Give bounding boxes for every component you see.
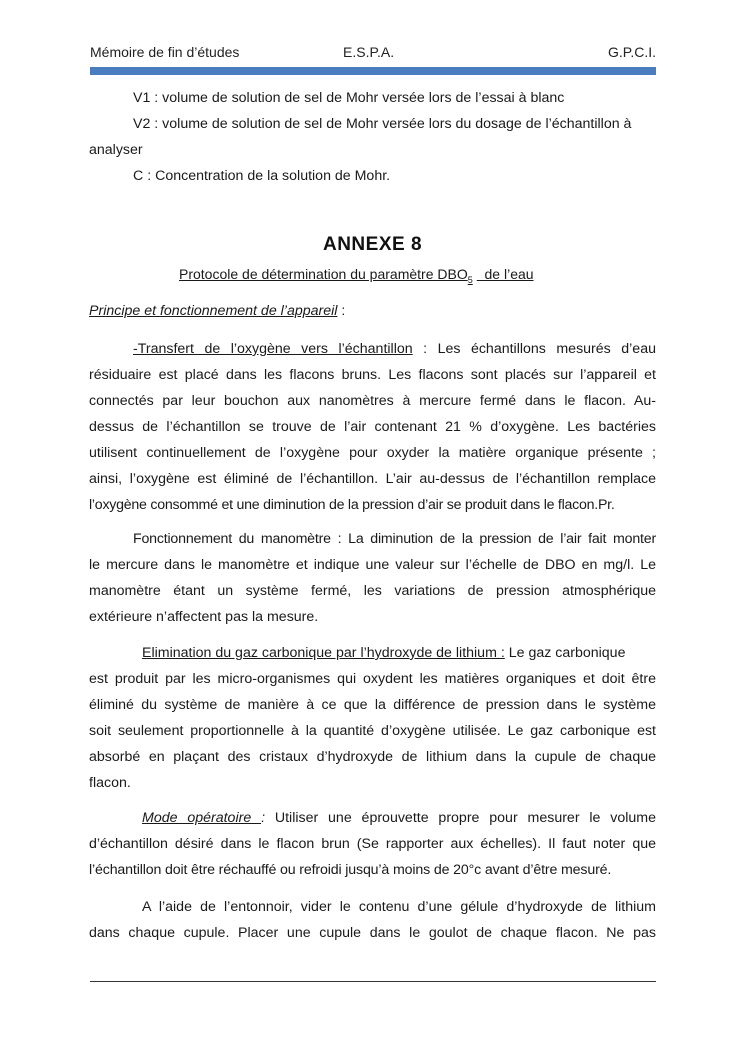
definition-v1: V1 : volume de solution de sel de Mohr versée lors de l’essai à blanc: [133, 90, 565, 106]
annex-title: ANNEXE 8: [322, 234, 423, 255]
elimination-line-1: [142, 640, 656, 666]
mode-colon: :: [261, 810, 266, 826]
elimination-line-4: soit seulement proportionnelle à la quantité d’oxygène utilisée. Le gaz carbonique est: [89, 723, 656, 739]
header-right: G.P.C.I.: [608, 44, 656, 60]
transfert-line-1: [133, 336, 656, 362]
header-bar: [90, 67, 656, 75]
entonnoir-line-2: dans chaque cupule. Placer une cupule dans le goulot de chaque flacon. Ne pas: [89, 925, 656, 941]
mode-label: Mode opératoire: [142, 810, 262, 826]
definition-v2-cont: analyser: [89, 142, 143, 158]
definition-c: C : Concentration de la solution de Mohr.: [133, 168, 391, 184]
elimination-line-5: absorbé en plaçant des cristaux d’hydroxyde de lithium dans la cupule de chaque: [89, 749, 656, 765]
manometre-line-1: Fonctionnement du manomètre : La diminution de la pression de l’air fait monter: [133, 531, 656, 547]
transfert-line-5: utilisent continuellement de l’oxygène pour oxyder la matière organique présente ;: [89, 445, 656, 461]
transfert-line-3: connectés par leur bouchon aux nanomètres à mercure fermé dans le flacon. Au-: [89, 393, 656, 409]
subtitle-end: de l’eau: [484, 266, 534, 282]
annex-subtitle: [179, 266, 534, 285]
header-center: E.S.P.A.: [343, 44, 395, 60]
transfert-label: -Transfert de l’oxygène vers l’échantillon: [133, 341, 413, 357]
footer-rule: [90, 981, 656, 982]
mode-line-3: l’échantillon doit être réchauffé ou refroidi jusqu’à moins de 20°c avant d’être mesuré.: [89, 862, 612, 878]
principle-heading-text: Principe et fonctionnement de l’appareil: [89, 303, 338, 319]
entonnoir-line-1: A l’aide de l’entonnoir, vider le contenu d’une gélule d’hydroxyde de lithium: [142, 899, 656, 915]
transfert-line-7: l’oxygène consommé et une diminution de la pression d’air se produit dans le flacon.Pr.: [89, 497, 615, 513]
subtitle-subscript: 5: [467, 274, 473, 285]
transfert-line-4: dessus de l’échantillon se trouve de l’air contenant 21 % d’oxygène. Les bactéries: [89, 419, 656, 435]
mode-text-1: Utiliser une éprouvette propre pour mesurer le volume: [265, 810, 656, 826]
elimination-line-6: flacon.: [89, 775, 131, 791]
elimination-text-1: Le gaz carbonique: [504, 645, 626, 661]
manometre-line-2: le mercure dans le manomètre et indique une valeur sur l’échelle de DBO en mg/l. Le: [89, 557, 656, 573]
principle-heading: [89, 298, 656, 324]
transfert-text-1: : Les échantillons mesurés d’eau: [412, 341, 656, 357]
subtitle-main: Protocole de détermination du paramètre DBO: [179, 266, 468, 282]
mode-line-2: d’échantillon désiré dans le flacon brun (Se rapporter aux échelles). Il faut noter que: [89, 836, 656, 852]
elimination-label: Elimination du gaz carbonique par l’hydroxyde de lithium :: [142, 645, 505, 661]
principle-colon: :: [337, 303, 346, 319]
definition-v2: V2 : volume de solution de sel de Mohr versée lors du dosage de l’échantillon à: [133, 116, 632, 132]
elimination-line-2: est produit par les micro-organismes qui oxydent les matières organiques et doit être: [89, 671, 656, 687]
elimination-line-3: éliminé du système de manière à ce que la différence de pression dans le système: [89, 697, 656, 713]
transfert-line-6: ainsi, l’oxygène est éliminé de l’échantillon. L’air au-dessus de l’échantillon remplace: [89, 471, 656, 487]
manometre-line-4: extérieure n’affectent pas la mesure.: [89, 609, 319, 625]
header-left: Mémoire de fin d’études: [90, 44, 240, 60]
manometre-line-3: manomètre étant un système fermé, les variations de pression atmosphérique: [89, 583, 656, 599]
mode-line-1: [142, 805, 656, 831]
transfert-line-2: résiduaire est placé dans les flacons bruns. Les flacons sont placés sur l’appareil et: [89, 367, 656, 383]
